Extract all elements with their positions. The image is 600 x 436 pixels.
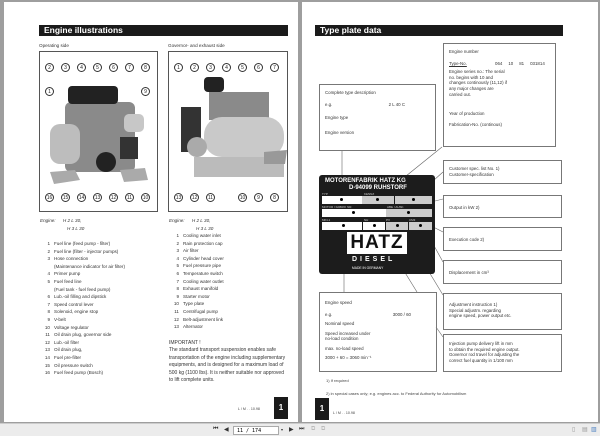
list-item [169, 247, 224, 255]
plate-label-cm3: CM3 [409, 218, 416, 222]
plate-field-typ [322, 196, 362, 204]
list-item [40, 255, 125, 263]
right-page [302, 2, 598, 422]
item-number: 9 [176, 293, 179, 299]
last-page-button[interactable]: ⏭ [299, 426, 305, 432]
item-text: Voltage regulator [54, 324, 89, 330]
list-item [40, 270, 125, 278]
callout-number: 10 [239, 195, 246, 201]
item-number: 3 [47, 256, 50, 262]
callout-number: 9 [254, 193, 263, 202]
item-text: Fuel line (feed pump - filter) [54, 241, 111, 246]
item-text: Lub.-oil filling and dipstick [54, 294, 107, 300]
item-number: 6 [176, 270, 179, 276]
item-text: Exhaust manifold [183, 286, 219, 292]
callout-number: 12 [110, 195, 117, 201]
list-item [169, 316, 224, 324]
page-number: 1 [315, 398, 329, 420]
item-text: Fuel feed line [54, 278, 82, 284]
item-number: 7 [47, 301, 50, 307]
subheading-governor-side: Governor- and exhaust side [168, 43, 225, 48]
plate-label-pv: PV [386, 218, 391, 222]
parts-list-operating-side [40, 240, 125, 377]
customer-spec-box: Customer spec. list No. 1) Customer-specification [443, 160, 562, 184]
type-plate [319, 175, 435, 274]
list-item [169, 232, 224, 240]
plate-address: D-94099 RUHSTORF [349, 185, 407, 191]
plate-field-nh [363, 222, 385, 230]
engine-models: H 2 L 30, [191, 218, 211, 223]
example-row [325, 102, 405, 108]
item-number: 8 [47, 309, 50, 315]
list-item [40, 301, 125, 309]
list-item [40, 293, 125, 301]
callout-number: 12 [191, 195, 198, 201]
list-item [40, 248, 125, 256]
callout-number: 6 [254, 63, 263, 72]
max-speed-label: max. no-load speed [325, 345, 364, 351]
plate-label-nh: NH [364, 218, 369, 222]
fabrication-value: 031814 [530, 60, 545, 66]
list-item [40, 369, 125, 377]
injection-box: Injection pump delivery lift in mm to obtain the required engine output. Governor rod travel for adjusting the correct fuel quantity in 1/100 mm [443, 334, 562, 372]
callout-number: 5 [93, 63, 102, 72]
plate-field-motor-nr [322, 209, 386, 217]
type-example: 2 L 40 C [388, 101, 405, 107]
item-text: Fuel line (filter - injector pumps) [54, 248, 119, 254]
important-text: The standard transport suspension enables safe transportation of the engine including supplementary equipments, and is designed for a maximum load of 500 kg (1100 lbs). It is neither suitable nor approved to lift complete units. [169, 347, 286, 384]
item-number: 5 [47, 278, 50, 284]
engine-label-right [169, 217, 213, 232]
callout-number: 2 [45, 63, 54, 72]
speed-increased-label: Speed increased under no-load condition [325, 330, 371, 342]
engine-label: Engine: [40, 218, 56, 223]
made-in-germany: MADE IN GERMANY [352, 266, 384, 270]
single-page-view-icon[interactable]: ▯ [572, 427, 576, 433]
footnote-1: 1) If required [326, 378, 349, 383]
series-value: 10 [508, 60, 514, 66]
engine-number-box [443, 43, 556, 147]
item-number: 16 [44, 370, 50, 376]
item-text: Speed control lever [54, 301, 94, 307]
callout-number: 11 [126, 195, 133, 201]
item-text: Oil drain plug, [54, 347, 83, 353]
eg-label: e.g. [325, 311, 333, 317]
item-text: Oil pressure switch [54, 362, 93, 368]
item-number: 11 [174, 308, 179, 314]
plate-field-abe [386, 209, 432, 217]
list-item [169, 323, 224, 331]
callout-number: 14 [78, 195, 85, 201]
item-text: Fuel feed pump (Bosch) [54, 370, 104, 376]
item-text: Centrifugal pump [183, 308, 218, 314]
engine-type-label: Engine type [325, 115, 349, 121]
callout-number: 7 [125, 63, 134, 72]
engine-label-left [40, 217, 84, 232]
item-number: 1 [176, 233, 179, 238]
list-item [40, 316, 125, 324]
callout-number: 6 [109, 63, 118, 72]
item-number: 1 [47, 241, 50, 246]
item-text: Temperature switch [183, 270, 223, 276]
list-item [169, 270, 224, 278]
footnote-2: 2) in special cases only; e.g. engines acc. to Federal Authority for Automobilism [326, 391, 467, 396]
page-dropdown-icon[interactable]: ▾ [281, 427, 284, 432]
callout-number: 3 [61, 63, 70, 72]
year-value: 81 [519, 60, 525, 66]
callout-number: 16 [46, 195, 53, 201]
left-page [4, 2, 298, 422]
list-item [40, 324, 125, 332]
series-description: Engine series no.: The serial no. begins with 10 and changes continously (11,12) if any major changes are carried out. [449, 69, 508, 97]
engine-version-label: Engine version [325, 129, 355, 135]
two-page-view-icon[interactable]: ▥ [591, 427, 597, 433]
max-speed-formula: 3000 + 60 = 3060 min⁻¹ [325, 354, 372, 360]
footer-code: L / M . . 10.98 [238, 407, 260, 411]
item-text: Type plate [183, 301, 205, 307]
type-no-row [449, 61, 550, 67]
list-item [40, 346, 125, 354]
list-item [169, 308, 224, 316]
list-item [40, 354, 125, 362]
diesel-label: DIESEL [352, 256, 396, 263]
item-number: 10 [44, 324, 50, 330]
list-item [40, 339, 125, 347]
item-text: Air filter [183, 248, 199, 254]
type-description-box [319, 84, 436, 151]
list-item [169, 300, 224, 308]
item-number: 4 [47, 271, 50, 277]
item-text: Hose connection [54, 256, 89, 262]
list-item [40, 362, 125, 370]
type-no-label: Type-No. [449, 60, 467, 66]
item-number: 5 [176, 263, 179, 269]
list-item [169, 293, 224, 301]
list-item [169, 278, 224, 286]
displacement-box: Displacement in cm³ [443, 260, 562, 284]
year-label: Year of production [449, 111, 485, 117]
callout-number: 11 [207, 195, 214, 201]
item-number: 9 [47, 316, 50, 322]
plate-field-min [322, 222, 362, 230]
eg-label: e.g. [325, 101, 333, 107]
item-text: Lub.-oil filter [54, 339, 80, 345]
footer-code: L / M . . 10.98 [333, 411, 355, 415]
item-text: Primer pump [54, 271, 81, 277]
adjustment-box: Adjustment instruction 1) Special adjustm. regarding engine speed, power output etc. [443, 293, 562, 330]
callout-number: 3 [206, 63, 215, 72]
list-item [40, 308, 125, 316]
engine-number-label: Engine number [449, 49, 479, 54]
nominal-speed-label: Nominal speed [325, 321, 355, 327]
engine-models: H 3 L 30 [67, 225, 85, 231]
item-text: Belt-adjustment link [183, 316, 224, 322]
item-number: 10 [173, 301, 179, 307]
previous-page-button[interactable]: ◀ [224, 427, 229, 433]
item-number: 8 [176, 286, 179, 292]
list-item [40, 286, 125, 294]
plate-field-kennz [362, 196, 394, 204]
subheading-operating-side: Operating side [39, 43, 69, 48]
pdf-navigation-toolbar [0, 423, 600, 436]
output-box: Output in kW 2) [443, 195, 562, 218]
speed-example: 3000 / 60 [392, 311, 411, 317]
item-number: 13 [44, 347, 50, 353]
callout-number: 8 [270, 193, 279, 202]
engine-illustration [169, 52, 287, 211]
important-title: IMPORTANT ! [169, 340, 201, 346]
plate-label-motor-nr: MOTOR / FABRIK NR. [322, 205, 353, 209]
item-number: 12 [44, 339, 50, 345]
item-number: 2 [47, 248, 50, 254]
item-number: 4 [176, 255, 179, 261]
callout-number: 13 [175, 195, 182, 201]
engine-models: H 2 L 30, [62, 218, 82, 223]
engine-illustration [40, 52, 157, 211]
item-number: 15 [44, 362, 50, 368]
page-number: 1 [274, 397, 288, 419]
section-title: Type plate data [315, 25, 563, 36]
item-text: Cooling water outlet [183, 278, 224, 284]
first-page-button[interactable]: ⏮ [213, 426, 219, 432]
engine-speed-label: Engine speed [325, 300, 352, 305]
item-number: 12 [173, 316, 179, 322]
continuous-view-icon[interactable]: ▤ [582, 427, 588, 433]
list-item [169, 255, 224, 263]
item-text: (Maintenance indicator for air filter) [54, 263, 125, 269]
item-text: Cylinder head cover [183, 255, 224, 261]
callout-number: 1 [174, 63, 183, 72]
item-text: Fuel pressure pipe [183, 263, 222, 269]
fabrication-label: Fabrication-No. (continous) [449, 121, 502, 127]
plate-field-pv [386, 222, 408, 230]
callout-number: 4 [222, 63, 231, 72]
item-text: Oil drain plug, governor side [54, 332, 112, 338]
callout-number: 15 [62, 195, 69, 201]
item-text: V-belt [54, 316, 66, 322]
item-text: (Fuel tank - fuel feed pump) [54, 286, 111, 292]
callout-number: 4 [77, 63, 86, 72]
type-description-label: Complete type description [325, 90, 376, 95]
list-item [169, 240, 224, 248]
list-item [169, 262, 224, 270]
rotate-back-icon[interactable]: ⧉ [311, 426, 316, 432]
item-number: 2 [176, 240, 179, 246]
plate-label-abe: ABE / AUSF. [387, 205, 404, 209]
callout-number: 10 [142, 195, 149, 201]
list-item [169, 285, 224, 293]
item-text: Solenoid, engine stop [54, 309, 99, 315]
next-page-button[interactable]: ▶ [289, 427, 294, 433]
item-text: Cooling water inlet [183, 233, 221, 238]
item-text: Starter motor [183, 293, 210, 299]
execution-code-box: Execution code 2) [443, 227, 562, 251]
item-number: 14 [44, 354, 50, 360]
rotate-forward-icon[interactable]: ⧉ [321, 426, 326, 432]
engine-speed-box [319, 292, 437, 372]
callout-number: 2 [190, 63, 199, 72]
hatz-logo: HATZ [347, 232, 407, 254]
item-text: Alternator [183, 324, 203, 330]
callout-number: 1 [45, 87, 54, 96]
item-text: Fuel pre-filter [54, 354, 82, 360]
plate-label-typ: TYP [322, 192, 328, 196]
type-no-value: 064 [495, 60, 503, 66]
callout-number: 9 [141, 87, 150, 96]
item-number: 11 [45, 332, 50, 338]
engine-image-operating-side [39, 51, 158, 212]
callout-number: 13 [94, 195, 101, 201]
item-text: Rain protection cap [183, 240, 223, 246]
engine-image-governor-side [168, 51, 288, 212]
list-item [40, 331, 125, 339]
item-number: 3 [176, 248, 179, 254]
engine-label: Engine: [169, 218, 185, 223]
item-number: 13 [173, 324, 179, 330]
plate-label-min: MIN-1 [322, 218, 331, 222]
parts-list-governor-side [169, 232, 224, 331]
engine-models: H 3 L 30 [196, 225, 214, 231]
plate-manufacturer: MOTORENFABRIK HATZ KG [325, 178, 406, 184]
item-number: 7 [176, 278, 179, 284]
plate-field-output [395, 196, 432, 204]
item-number: 6 [47, 294, 50, 300]
callout-number: 8 [141, 63, 150, 72]
plate-field-cm3 [409, 222, 432, 230]
speed-example-row [325, 312, 411, 318]
section-title: Engine illustrations [39, 25, 288, 36]
callout-number: 7 [270, 63, 279, 72]
page-number-input[interactable] [233, 426, 279, 435]
callout-number: 5 [238, 63, 247, 72]
plate-label-kennz: KENNZ [364, 192, 375, 196]
list-item [40, 278, 125, 286]
list-item [40, 240, 125, 248]
list-item [40, 263, 125, 271]
